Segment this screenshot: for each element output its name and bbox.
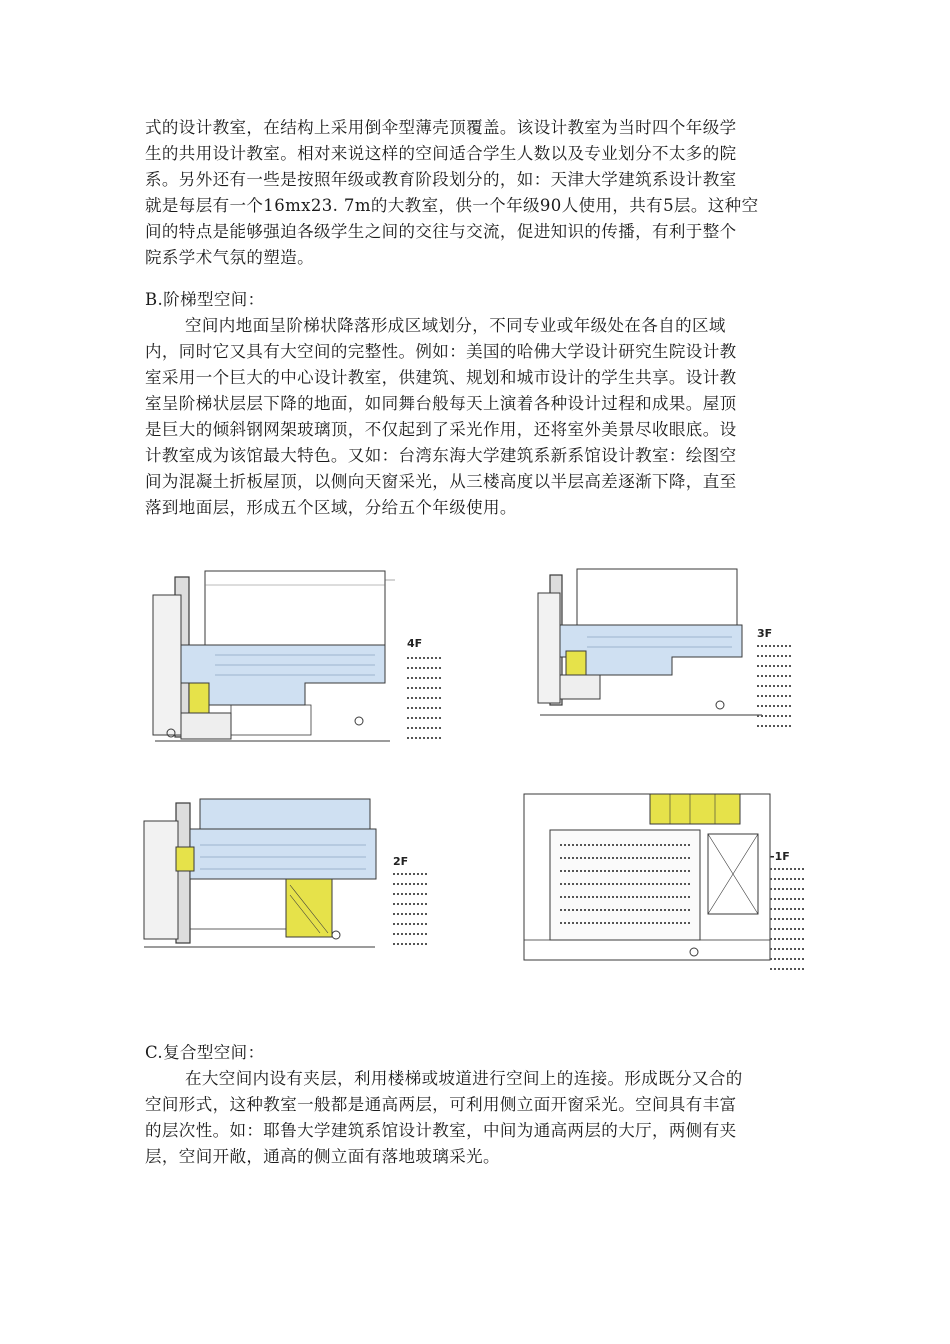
section-c — [145, 1040, 810, 1170]
paragraph-line: 院系学术气氛的塑造。 — [145, 248, 314, 267]
paragraph-line: 落到地面层，形成五个区域，分给五个年级使用。 — [145, 498, 517, 517]
paragraph-line: 在大空间内设有夹层，利用楼梯或坡道进行空间上的连接。形成既分又合的 — [185, 1069, 743, 1088]
floor-plan-2f-drawing — [140, 795, 410, 965]
legend-3f — [757, 645, 791, 735]
paragraph-line: 内，同时它又具有大空间的完整性。例如：美国的哈佛大学设计研究生院设计教 — [145, 342, 737, 361]
paragraph-line: 层，空间开敞，通高的侧立面有落地玻璃采光。 — [145, 1147, 500, 1166]
floor-plans-figure — [140, 560, 840, 970]
floor-plan-2f — [140, 795, 410, 965]
floor-label-4f: 4F — [407, 637, 423, 650]
legend-4f — [407, 657, 441, 747]
paragraph-line: 就是每层有一个16mx23. 7m的大教室，供一个年级90人使用，共有5层。这种空 — [145, 196, 759, 215]
paragraph-line: 是巨大的倾斜钢网架玻璃顶，不仅起到了采光作用，还将室外美景尽收眼底。设 — [145, 420, 737, 439]
floor-plan-b1f — [520, 790, 790, 970]
paragraph-line: 间为混凝土折板屋顶，以侧向天窗采光，从三楼高度以半层高差逐渐下降，直至 — [145, 472, 737, 491]
floor-plan-3f-drawing — [532, 565, 782, 735]
paragraph-line: 式的设计教室，在结构上采用倒伞型薄壳顶覆盖。该设计教室为当时四个年级学 — [145, 118, 737, 137]
paragraph-line: 计教室成为该馆最大特色。又如：台湾东海大学建筑系新系馆设计教室：绘图空 — [145, 446, 737, 465]
section-b-heading: B.阶梯型空间： — [145, 290, 265, 309]
paragraph-line: 系。另外还有一些是按照年级或教育阶段划分的，如：天津大学建筑系设计教室 — [145, 170, 737, 189]
section-c-heading: C.复合型空间： — [145, 1043, 265, 1062]
section-b — [145, 287, 810, 521]
paragraph-line: 间的特点是能够强迫各级学生之间的交往与交流，促进知识的传播，有利于整个 — [145, 222, 737, 241]
floor-label-2f: 2F — [393, 855, 409, 868]
floor-label-b1f: -1F — [770, 850, 790, 863]
floor-plan-4f — [145, 565, 435, 755]
paragraph-line: 空间形式，这种教室一般都是通高两层，可利用侧立面开窗采光。空间具有丰富 — [145, 1095, 737, 1114]
legend-2f — [393, 873, 427, 953]
floor-plan-b1f-drawing — [520, 790, 780, 970]
paragraph-line: 的层次性。如：耶鲁大学建筑系馆设计教室，中间为通高两层的大厅，两侧有夹 — [145, 1121, 737, 1140]
paragraph-line: 空间内地面呈阶梯状降落形成区域划分，不同专业或年级处在各自的区域 — [185, 316, 726, 335]
legend-b1f — [770, 868, 804, 978]
paragraph-line: 生的共用设计教室。相对来说这样的空间适合学生人数以及专业划分不太多的院 — [145, 144, 737, 163]
paragraph-line: 室采用一个巨大的中心设计教室，供建筑、规划和城市设计的学生共享。设计教 — [145, 368, 737, 387]
floor-label-3f: 3F — [757, 627, 773, 640]
floor-plan-4f-drawing — [145, 565, 435, 755]
paragraph-a — [145, 115, 810, 271]
floor-plan-3f — [532, 565, 782, 735]
paragraph-line: 室呈阶梯状层层下降的地面，如同舞台般每天上演着各种设计过程和成果。屋顶 — [145, 394, 737, 413]
